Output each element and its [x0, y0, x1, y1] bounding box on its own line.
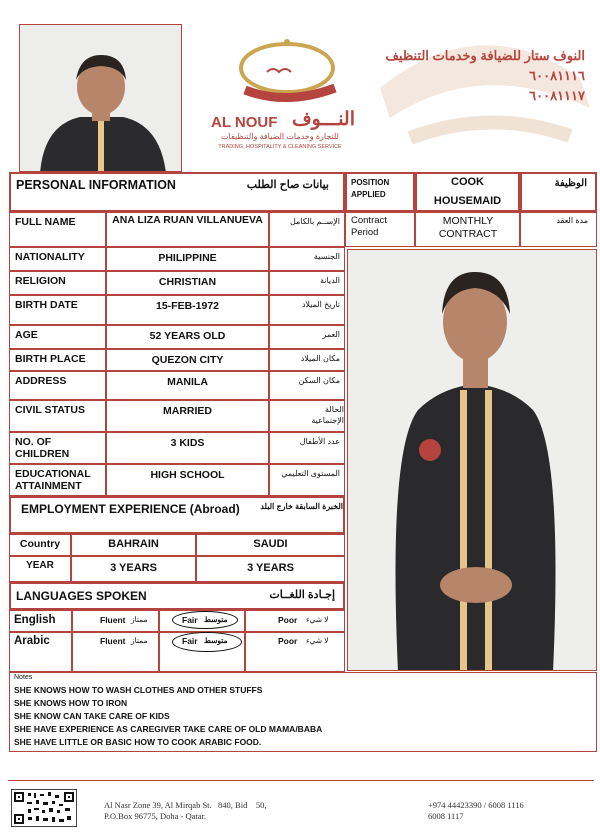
age-value: 52 YEARS OLD	[149, 330, 226, 342]
personal-row-label-cell	[9, 432, 106, 464]
position-applied-ar-cell	[520, 172, 597, 212]
children-value: 3 KIDS	[170, 437, 205, 449]
education-label: EDUCATIONAL ATTAINMENT	[15, 468, 91, 492]
religion-ar: الديانة	[319, 276, 340, 285]
language-arabic-fluent: Fluent	[100, 636, 126, 646]
personal-row-ar-cell	[269, 371, 345, 400]
contract-period-value-cell	[415, 212, 520, 247]
employment-year-label: YEAR	[26, 560, 54, 571]
company-name-ar: النـــوف	[291, 109, 355, 130]
employment-title-ar: الخبرة السابقة خارج البلد	[260, 502, 343, 511]
religion-label: RELIGION	[15, 275, 66, 287]
language-arabic-fair-selected-circle	[172, 632, 242, 652]
contract-period-ar-cell	[520, 212, 597, 247]
language-arabic-name: Arabic	[14, 635, 50, 647]
personal-row-label-cell	[9, 400, 106, 432]
footer-address-line-1: Al Nasr Zone 39, Al Mirqab St. 840, Bid 50,	[104, 800, 267, 810]
note-line: SHE KNOWS HOW TO WASH CLOTHES AND OTHER STUFFS	[14, 685, 263, 695]
contract-period-ar: مدة العقد	[556, 216, 588, 225]
languages-header	[9, 582, 345, 610]
language-arabic-name-cell	[9, 632, 72, 672]
nationality-ar: الجنسية	[313, 252, 340, 261]
company-subtitle-en: TRADING, HOSPITALITY & CLEANING SERVICE	[218, 144, 342, 150]
nationality-label: NATIONALITY	[15, 251, 85, 263]
employment-country-1-cell	[71, 534, 196, 556]
note-line: SHE KNOWS HOW TO IRON	[14, 698, 128, 708]
personal-row-ar-cell	[269, 271, 345, 295]
birth-place-label: BIRTH PLACE	[15, 353, 86, 365]
employment-country-2: SAUDI	[253, 538, 288, 550]
personal-row-label-cell	[9, 212, 106, 247]
personal-row-value-cell	[106, 464, 269, 496]
position-applied-ar: الوظيفة	[554, 178, 587, 189]
personal-row-ar-cell	[269, 325, 345, 349]
employment-country-2-cell	[196, 534, 345, 556]
language-english-poor: Poor	[278, 615, 298, 625]
language-arabic-fair-ar: متوسط	[204, 636, 228, 645]
company-logo	[205, 28, 355, 156]
personal-row-ar-cell	[269, 295, 345, 325]
civil-status-label: CIVIL STATUS	[15, 404, 86, 416]
footer-border	[8, 780, 594, 781]
employment-country-label: Country	[19, 538, 61, 550]
position-applied-label-cell	[345, 172, 415, 212]
company-phone-1: ٦٠٠٨١١١٦	[529, 68, 585, 83]
personal-row-ar-cell	[269, 247, 345, 271]
languages-title-ar: إجـادة اللغــات	[269, 589, 335, 601]
employment-country-label-cell	[9, 534, 71, 556]
personal-row-ar-cell	[269, 349, 345, 371]
civil-status-ar: الحالة الإجتماعية	[311, 405, 344, 425]
religion-value: CHRISTIAN	[158, 276, 217, 288]
company-title-ar: النوف ستار للضيافة وخدمات التنظيف	[385, 48, 585, 63]
personal-row-value-cell	[106, 400, 269, 432]
applicant-photo-small	[19, 24, 182, 172]
full-name-ar: الإســم بالكامل	[289, 217, 340, 226]
language-english-fair: Fair	[182, 615, 198, 625]
full-name-value: ANA LIZA RUAN VILLANUEVA	[112, 214, 263, 226]
company-name-en: AL NOUF	[211, 114, 278, 131]
contract-period-value: MONTHLY CONTRACT	[438, 215, 498, 240]
birth-date-ar: تاريخ الميلاد	[301, 300, 340, 309]
language-english-name-cell	[9, 610, 72, 632]
employment-year-label-cell	[9, 556, 71, 582]
note-line: SHE HAVE LITTLE OR BASIC HOW TO COOK ARABIC FOOD.	[14, 737, 262, 747]
personal-row-ar-cell	[269, 212, 345, 247]
education-value: HIGH SCHOOL	[150, 469, 225, 481]
note-line: SHE HAVE EXPERIENCE AS CAREGIVER TAKE CARE OF OLD MAMA/BABA	[14, 724, 323, 734]
personal-row-ar-cell	[269, 432, 345, 464]
dome-cloche-logo-icon	[205, 28, 355, 108]
birth-place-ar: مكان الميلاد	[300, 354, 340, 363]
education-ar: المستوى التعليمي	[281, 469, 340, 478]
personal-row-label-cell	[9, 271, 106, 295]
personal-row-label-cell	[9, 349, 106, 371]
position-value-cook: COOK	[451, 176, 484, 188]
language-english-poor-ar: لا شيء	[306, 615, 329, 624]
employment-years-1-cell	[71, 556, 196, 582]
language-arabic-poor-ar: لا شيء	[306, 636, 329, 645]
personal-row-value-cell	[106, 325, 269, 349]
personal-row-value-cell	[106, 271, 269, 295]
children-ar: عدد الأطفال	[299, 437, 340, 446]
footer-address-line-2: P.O.Box 96775, Doha - Qatar.	[104, 811, 206, 821]
birth-place-value: QUEZON CITY	[151, 354, 224, 366]
language-english-fair-ar: متوسط	[204, 615, 228, 624]
personal-row-label-cell	[9, 247, 106, 271]
employment-country-1: BAHRAIN	[108, 538, 159, 550]
personal-row-label-cell	[9, 371, 106, 400]
personal-row-value-cell	[106, 371, 269, 400]
employment-header	[9, 496, 345, 534]
language-english-name: English	[14, 614, 56, 626]
address-ar: مكان السكن	[298, 376, 340, 385]
language-english-fluent-ar: ممتاز	[131, 615, 148, 624]
language-arabic-fluent-cell	[72, 632, 159, 672]
personal-row-ar-cell	[269, 464, 345, 496]
language-arabic-poor-cell	[245, 632, 345, 672]
language-arabic-fair: Fair	[182, 636, 198, 646]
full-name-label: FULL NAME	[15, 216, 76, 228]
personal-row-value-cell	[106, 432, 269, 464]
personal-row-value-cell	[106, 295, 269, 325]
age-label: AGE	[15, 329, 38, 341]
footer-phones-line-1: +974 44423390 / 6008 1116	[428, 800, 524, 810]
position-applied-label: POSITION APPLIED	[351, 178, 390, 199]
position-value-housemaid: HOUSEMAID	[433, 195, 502, 207]
nationality-value: PHILIPPINE	[158, 252, 217, 264]
language-english-fluent: Fluent	[100, 615, 126, 625]
notes-lines	[14, 684, 594, 749]
address-value: MANILA	[167, 376, 208, 388]
qr-code-icon	[12, 790, 76, 826]
language-english-fair-cell[interactable]	[159, 610, 245, 632]
contract-period-label-cell	[345, 212, 415, 247]
language-arabic-fluent-ar: ممتاز	[131, 636, 148, 645]
birth-date-label: BIRTH DATE	[15, 299, 78, 311]
footer-phones-line-2: 6008 1117	[428, 811, 464, 821]
employment-years-1: 3 YEARS	[110, 562, 157, 574]
employment-title: EMPLOYMENT EXPERIENCE (Abroad)	[21, 502, 240, 516]
employment-years-2: 3 YEARS	[247, 562, 294, 574]
note-line: SHE KNOW CAN TAKE CARE OF KIDS	[14, 711, 170, 721]
qr-code	[11, 789, 77, 827]
age-ar: العمر	[322, 330, 340, 339]
position-applied-value-cell	[415, 172, 520, 212]
contract-period-label: Contract Period	[351, 215, 387, 238]
company-subtitle-ar: للتجارة وخدمات الضيافة والتنظيفات	[221, 132, 339, 141]
civil-status-value: MARRIED	[163, 405, 212, 417]
language-english-fair-selected-circle	[172, 611, 238, 629]
personal-row-ar-cell	[269, 400, 345, 432]
company-phone-2: ٦٠٠٨١١١٧	[529, 88, 585, 103]
language-english-poor-cell	[245, 610, 345, 632]
notes-box	[9, 672, 597, 752]
applicant-photo-large	[347, 249, 597, 671]
personal-info-title-ar: بيانات صاح الطلب	[246, 179, 329, 191]
personal-row-label-cell	[9, 464, 106, 496]
personal-info-header	[9, 172, 345, 212]
language-arabic-fair-cell[interactable]	[159, 632, 245, 672]
personal-row-value-cell	[106, 349, 269, 371]
language-arabic-poor: Poor	[278, 636, 298, 646]
languages-title: LANGUAGES SPOKEN	[16, 589, 147, 603]
personal-row-value-cell	[106, 212, 269, 247]
personal-info-title: PERSONAL INFORMATION	[16, 178, 176, 192]
employment-years-2-cell	[196, 556, 345, 582]
person-full-body-icon	[348, 250, 597, 671]
birth-date-value: 15-FEB-1972	[155, 300, 220, 312]
personal-row-value-cell	[106, 247, 269, 271]
children-label: NO. OF CHILDREN	[15, 436, 70, 460]
address-label: ADDRESS	[15, 375, 67, 387]
personal-row-label-cell	[9, 325, 106, 349]
person-portrait-icon	[20, 25, 182, 172]
notes-label: Notes	[14, 674, 33, 681]
language-english-fluent-cell	[72, 610, 159, 632]
personal-row-label-cell	[9, 295, 106, 325]
